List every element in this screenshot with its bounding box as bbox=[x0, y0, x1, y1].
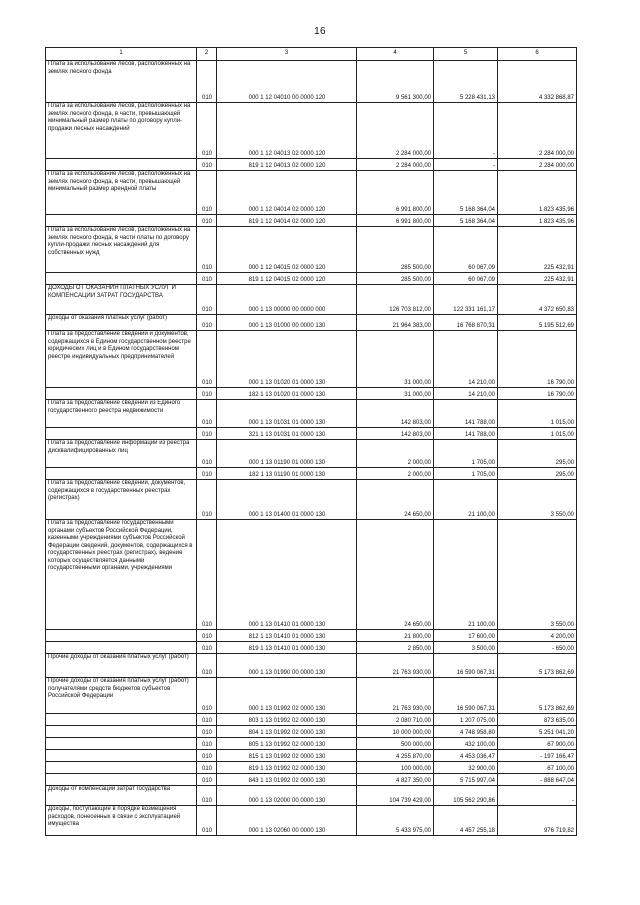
row-executed-cell: 5 228 431,13 bbox=[434, 61, 498, 103]
table-row bbox=[46, 678, 577, 714]
row-executed-cell: 1 705,00 bbox=[434, 440, 498, 468]
row-code-cell: 010 bbox=[197, 806, 217, 836]
row-unexecuted-cell: 67 900,00 bbox=[498, 738, 577, 750]
row-kbk-cell: 000 1 12 04014 02 0000 120 bbox=[217, 171, 357, 215]
row-code-cell: 010 bbox=[197, 738, 217, 750]
row-executed-cell: 141 788,00 bbox=[434, 400, 498, 428]
row-kbk-cell: 000 1 13 01410 01 0000 130 bbox=[217, 520, 357, 630]
row-name-cell bbox=[46, 750, 197, 762]
row-executed-cell: 4 748 958,80 bbox=[434, 726, 498, 738]
row-plan-cell: 2 000,00 bbox=[357, 440, 434, 468]
row-unexecuted-cell: 16 790,00 bbox=[498, 388, 577, 400]
row-kbk-cell: 000 1 13 01400 01 0000 130 bbox=[217, 480, 357, 520]
row-code-cell: 010 bbox=[197, 520, 217, 630]
row-name-cell: Плата за использование лесов, расположенных на землях лесного фонда, в части, превышающей минимальный размер арендной платы bbox=[46, 171, 197, 215]
table-row bbox=[46, 388, 577, 400]
row-unexecuted-cell: 3 550,00 bbox=[498, 480, 577, 520]
column-header: 4 bbox=[357, 48, 434, 61]
row-executed-cell: 16 590 067,31 bbox=[434, 678, 498, 714]
row-name-cell: Плата за использование лесов, расположенных на землях лесного фонда, в части, превышающей минимальный размер платы по договору купли-продажи лесных насаждений bbox=[46, 103, 197, 159]
table-row bbox=[46, 480, 577, 520]
row-kbk-cell: 815 1 13 01992 02 0000 130 bbox=[217, 750, 357, 762]
table-row bbox=[46, 227, 577, 273]
row-name-cell bbox=[46, 428, 197, 440]
table-row bbox=[46, 331, 577, 388]
row-name-cell: Плата за предоставление государственными органами субъектов Российской Федерации, казенными учреждениями субъектов Российской Федерации сведений, документов, содержащихся в государственных реестрах (регистрах), ведение которых осуществляется данными государственными органами, учреждениями bbox=[46, 520, 197, 630]
row-executed-cell: 17 600,00 bbox=[434, 630, 498, 642]
row-executed-cell: 3 500,00 bbox=[434, 642, 498, 654]
row-name-cell bbox=[46, 774, 197, 786]
table-header-row bbox=[46, 48, 577, 61]
table-row bbox=[46, 806, 577, 836]
table-row bbox=[46, 61, 577, 103]
row-unexecuted-cell: 4 332 868,87 bbox=[498, 61, 577, 103]
row-executed-cell: 5 168 364,04 bbox=[434, 171, 498, 215]
row-unexecuted-cell: 4 200,00 bbox=[498, 630, 577, 642]
row-unexecuted-cell: - 888 647,04 bbox=[498, 774, 577, 786]
row-kbk-cell: 000 1 13 01000 00 0000 130 bbox=[217, 315, 357, 331]
table-row bbox=[46, 726, 577, 738]
row-name-cell: Прочие доходы от оказания платных услуг (работ) bbox=[46, 654, 197, 678]
row-code-cell: 010 bbox=[197, 786, 217, 806]
row-name-cell bbox=[46, 215, 197, 227]
row-kbk-cell: 000 1 13 02060 00 0000 130 bbox=[217, 806, 357, 836]
row-name-cell bbox=[46, 273, 197, 285]
row-code-cell: 010 bbox=[197, 750, 217, 762]
row-plan-cell: 2 284 000,00 bbox=[357, 103, 434, 159]
row-code-cell: 010 bbox=[197, 762, 217, 774]
row-kbk-cell: 812 1 13 01410 01 0000 130 bbox=[217, 630, 357, 642]
row-unexecuted-cell: 873 635,00 bbox=[498, 714, 577, 726]
row-name-cell: Плата за предоставление сведений из Единого государственного реестра недвижимости bbox=[46, 400, 197, 428]
row-unexecuted-cell: - 197 166,47 bbox=[498, 750, 577, 762]
row-executed-cell: 5 168 364,04 bbox=[434, 215, 498, 227]
row-plan-cell: 31 000,00 bbox=[357, 388, 434, 400]
row-code-cell: 010 bbox=[197, 315, 217, 331]
row-code-cell: 010 bbox=[197, 331, 217, 388]
row-plan-cell: 9 561 300,00 bbox=[357, 61, 434, 103]
row-code-cell: 010 bbox=[197, 642, 217, 654]
row-unexecuted-cell: 1 823 435,96 bbox=[498, 215, 577, 227]
table-row bbox=[46, 630, 577, 642]
table-row bbox=[46, 215, 577, 227]
row-kbk-cell: 000 1 13 01190 01 0000 130 bbox=[217, 440, 357, 468]
row-plan-cell: 31 000,00 bbox=[357, 331, 434, 388]
table-row bbox=[46, 285, 577, 315]
row-plan-cell: 142 803,00 bbox=[357, 400, 434, 428]
column-header: 5 bbox=[434, 48, 498, 61]
row-unexecuted-cell: - bbox=[498, 786, 577, 806]
row-executed-cell: 16 768 870,31 bbox=[434, 315, 498, 331]
budget-table bbox=[45, 47, 577, 836]
row-executed-cell: 432 100,00 bbox=[434, 738, 498, 750]
row-unexecuted-cell: 3 550,00 bbox=[498, 520, 577, 630]
row-plan-cell: 126 703 812,00 bbox=[357, 285, 434, 315]
row-executed-cell: 21 100,00 bbox=[434, 480, 498, 520]
row-name-cell: Доходы от оказания платных услуг (работ) bbox=[46, 315, 197, 331]
row-unexecuted-cell: 1 015,00 bbox=[498, 428, 577, 440]
row-name-cell: Доходы, поступающие в порядке возмещения расходов, понесенных в связи с эксплуатацией имущества bbox=[46, 806, 197, 836]
table-row bbox=[46, 103, 577, 159]
row-plan-cell: 21 800,00 bbox=[357, 630, 434, 642]
row-unexecuted-cell: 1 015,00 bbox=[498, 400, 577, 428]
row-code-cell: 010 bbox=[197, 159, 217, 171]
row-executed-cell: 141 788,00 bbox=[434, 428, 498, 440]
row-plan-cell: 2 000,00 bbox=[357, 468, 434, 480]
row-name-cell: Доходы от компенсации затрат государства bbox=[46, 786, 197, 806]
row-executed-cell: 4 453 036,47 bbox=[434, 750, 498, 762]
row-kbk-cell: 000 1 13 00000 00 0000 000 bbox=[217, 285, 357, 315]
table-row bbox=[46, 642, 577, 654]
row-code-cell: 010 bbox=[197, 774, 217, 786]
row-code-cell: 010 bbox=[197, 428, 217, 440]
row-kbk-cell: 819 1 12 04015 02 0000 120 bbox=[217, 273, 357, 285]
table-row bbox=[46, 440, 577, 468]
table-row bbox=[46, 171, 577, 215]
row-kbk-cell: 000 1 12 04013 02 0000 120 bbox=[217, 103, 357, 159]
row-name-cell: Плата за предоставление информации из реестра дисквалифицированных лиц bbox=[46, 440, 197, 468]
row-plan-cell: 21 763 930,00 bbox=[357, 678, 434, 714]
row-unexecuted-cell: 2 284 000,00 bbox=[498, 103, 577, 159]
column-header: 2 bbox=[197, 48, 217, 61]
row-unexecuted-cell: 2 284 000,00 bbox=[498, 159, 577, 171]
row-kbk-cell: 182 1 13 01020 01 0000 130 bbox=[217, 388, 357, 400]
row-plan-cell: 10 000 000,00 bbox=[357, 726, 434, 738]
row-plan-cell: 100 000,00 bbox=[357, 762, 434, 774]
row-unexecuted-cell: 16 790,00 bbox=[498, 331, 577, 388]
row-plan-cell: 21 763 930,00 bbox=[357, 654, 434, 678]
row-plan-cell: 6 991 800,00 bbox=[357, 171, 434, 215]
column-header: 6 bbox=[498, 48, 577, 61]
row-executed-cell: 32 900,00 bbox=[434, 762, 498, 774]
row-unexecuted-cell: 225 432,91 bbox=[498, 273, 577, 285]
row-executed-cell: 5 715 997,04 bbox=[434, 774, 498, 786]
row-kbk-cell: 000 1 12 04015 02 0000 120 bbox=[217, 227, 357, 273]
table-row bbox=[46, 273, 577, 285]
row-code-cell: 010 bbox=[197, 714, 217, 726]
row-executed-cell: 4 457 255,18 bbox=[434, 806, 498, 836]
row-kbk-cell: 819 1 12 04014 02 0000 120 bbox=[217, 215, 357, 227]
table-row bbox=[46, 714, 577, 726]
row-code-cell: 010 bbox=[197, 630, 217, 642]
row-name-cell bbox=[46, 738, 197, 750]
row-plan-cell: 24 650,00 bbox=[357, 480, 434, 520]
row-code-cell: 010 bbox=[197, 285, 217, 315]
row-kbk-cell: 843 1 13 01992 02 0000 130 bbox=[217, 774, 357, 786]
row-code-cell: 010 bbox=[197, 678, 217, 714]
row-executed-cell: 1 207 075,00 bbox=[434, 714, 498, 726]
row-kbk-cell: 000 1 13 01020 01 0000 130 bbox=[217, 331, 357, 388]
row-kbk-cell: 000 1 13 01992 02 0000 130 bbox=[217, 678, 357, 714]
row-code-cell: 010 bbox=[197, 400, 217, 428]
row-executed-cell: - bbox=[434, 159, 498, 171]
row-plan-cell: 285 500,00 bbox=[357, 273, 434, 285]
row-unexecuted-cell: 4 372 650,83 bbox=[498, 285, 577, 315]
row-executed-cell: 60 067,09 bbox=[434, 273, 498, 285]
table-row bbox=[46, 654, 577, 678]
row-plan-cell: 6 991 800,00 bbox=[357, 215, 434, 227]
row-name-cell bbox=[46, 388, 197, 400]
row-code-cell: 010 bbox=[197, 468, 217, 480]
row-code-cell: 010 bbox=[197, 480, 217, 520]
row-plan-cell: 104 739 429,00 bbox=[357, 786, 434, 806]
row-plan-cell: 142 803,00 bbox=[357, 428, 434, 440]
row-code-cell: 010 bbox=[197, 654, 217, 678]
row-code-cell: 010 bbox=[197, 726, 217, 738]
row-unexecuted-cell: 5 251 041,20 bbox=[498, 726, 577, 738]
row-unexecuted-cell: 295,00 bbox=[498, 440, 577, 468]
row-name-cell bbox=[46, 630, 197, 642]
row-kbk-cell: 000 1 12 04010 00 0000 120 bbox=[217, 61, 357, 103]
row-plan-cell: 24 650,00 bbox=[357, 520, 434, 630]
table-row bbox=[46, 738, 577, 750]
row-unexecuted-cell: 976 719,82 bbox=[498, 806, 577, 836]
row-executed-cell: 60 067,09 bbox=[434, 227, 498, 273]
row-name-cell bbox=[46, 726, 197, 738]
row-kbk-cell: 819 1 13 01410 01 0000 130 bbox=[217, 642, 357, 654]
row-name-cell: Плата за предоставление сведений и документов, содержащихся в Едином государственном реестре юридических лиц и в Едином государственном реестре индивидуальных предпринимателей bbox=[46, 331, 197, 388]
row-executed-cell: 122 331 161,17 bbox=[434, 285, 498, 315]
row-kbk-cell: 000 1 13 01031 01 0000 130 bbox=[217, 400, 357, 428]
row-executed-cell: 16 590 067,31 bbox=[434, 654, 498, 678]
row-unexecuted-cell: 5 173 862,69 bbox=[498, 678, 577, 714]
row-unexecuted-cell: - 650,00 bbox=[498, 642, 577, 654]
row-name-cell: Прочие доходы от оказания платных услуг (работ) получателями средств бюджетов субъектов Российской Федерации bbox=[46, 678, 197, 714]
row-name-cell: Плата за предоставление сведений, документов, содержащихся в государственных реестрах (регистрах) bbox=[46, 480, 197, 520]
row-plan-cell: 4 827 350,00 bbox=[357, 774, 434, 786]
row-code-cell: 010 bbox=[197, 215, 217, 227]
row-plan-cell: 2 284 000,00 bbox=[357, 159, 434, 171]
row-executed-cell: 14 210,00 bbox=[434, 388, 498, 400]
row-plan-cell: 4 255 870,00 bbox=[357, 750, 434, 762]
row-unexecuted-cell: 67 100,00 bbox=[498, 762, 577, 774]
row-kbk-cell: 321 1 13 01031 01 0000 130 bbox=[217, 428, 357, 440]
row-code-cell: 010 bbox=[197, 171, 217, 215]
row-code-cell: 010 bbox=[197, 61, 217, 103]
row-code-cell: 010 bbox=[197, 103, 217, 159]
row-code-cell: 010 bbox=[197, 388, 217, 400]
row-kbk-cell: 000 1 13 02000 00 0000 130 bbox=[217, 786, 357, 806]
table-row bbox=[46, 428, 577, 440]
page-number: 16 bbox=[314, 26, 326, 37]
row-plan-cell: 500 000,00 bbox=[357, 738, 434, 750]
row-unexecuted-cell: 1 823 435,96 bbox=[498, 171, 577, 215]
row-name-cell: Плата за использование лесов, расположенных на землях лесного фонда bbox=[46, 61, 197, 103]
row-code-cell: 010 bbox=[197, 227, 217, 273]
row-unexecuted-cell: 225 432,91 bbox=[498, 227, 577, 273]
row-name-cell bbox=[46, 762, 197, 774]
row-plan-cell: 5 433 975,00 bbox=[357, 806, 434, 836]
table-row bbox=[46, 786, 577, 806]
row-name-cell: ДОХОДЫ ОТ ОКАЗАНИЯ ПЛАТНЫХ УСЛУГ И КОМПЕНСАЦИИ ЗАТРАТ ГОСУДАРСТВА bbox=[46, 285, 197, 315]
row-code-cell: 010 bbox=[197, 273, 217, 285]
column-header: 1 bbox=[46, 48, 197, 61]
row-kbk-cell: 803 1 13 01992 02 0000 130 bbox=[217, 714, 357, 726]
table-row bbox=[46, 750, 577, 762]
row-name-cell: Плата за использование лесов, расположенных на землях лесного фонда, в части платы по договору купли-продажи лесных насаждений для собственных нужд bbox=[46, 227, 197, 273]
row-name-cell bbox=[46, 642, 197, 654]
table-row bbox=[46, 468, 577, 480]
row-name-cell bbox=[46, 159, 197, 171]
table-row bbox=[46, 159, 577, 171]
row-plan-cell: 2 080 710,00 bbox=[357, 714, 434, 726]
row-unexecuted-cell: 5 173 862,69 bbox=[498, 654, 577, 678]
table-row bbox=[46, 400, 577, 428]
table-row bbox=[46, 520, 577, 630]
row-kbk-cell: 805 1 13 01992 02 0000 130 bbox=[217, 738, 357, 750]
row-executed-cell: 105 562 290,86 bbox=[434, 786, 498, 806]
row-kbk-cell: 819 1 12 04013 02 0000 120 bbox=[217, 159, 357, 171]
table-row bbox=[46, 315, 577, 331]
row-kbk-cell: 000 1 13 01990 00 0000 130 bbox=[217, 654, 357, 678]
row-plan-cell: 21 964 383,00 bbox=[357, 315, 434, 331]
row-kbk-cell: 804 1 13 01992 02 0000 130 bbox=[217, 726, 357, 738]
row-kbk-cell: 182 1 13 01190 01 0000 130 bbox=[217, 468, 357, 480]
row-executed-cell: 1 705,00 bbox=[434, 468, 498, 480]
row-executed-cell: 14 210,00 bbox=[434, 331, 498, 388]
row-unexecuted-cell: 295,00 bbox=[498, 468, 577, 480]
row-kbk-cell: 819 1 13 01992 02 0000 130 bbox=[217, 762, 357, 774]
row-unexecuted-cell: 5 195 512,69 bbox=[498, 315, 577, 331]
table-row bbox=[46, 762, 577, 774]
row-executed-cell: - bbox=[434, 103, 498, 159]
row-plan-cell: 2 850,00 bbox=[357, 642, 434, 654]
column-header: 3 bbox=[217, 48, 357, 61]
row-code-cell: 010 bbox=[197, 440, 217, 468]
row-plan-cell: 285 500,00 bbox=[357, 227, 434, 273]
table-row bbox=[46, 774, 577, 786]
row-name-cell bbox=[46, 714, 197, 726]
row-name-cell bbox=[46, 468, 197, 480]
row-executed-cell: 21 100,00 bbox=[434, 520, 498, 630]
